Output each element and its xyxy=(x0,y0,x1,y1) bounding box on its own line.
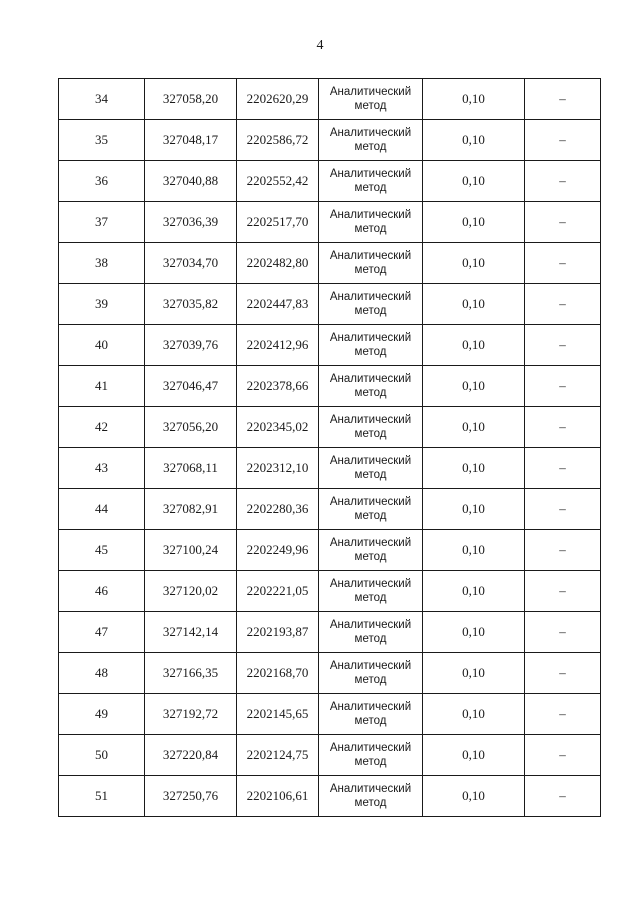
y-coordinate-cell: 2202378,66 xyxy=(237,366,319,407)
table-row xyxy=(59,653,601,694)
x-coordinate-cell: 327056,20 xyxy=(145,407,237,448)
method-cell xyxy=(319,407,423,448)
accuracy-cell: 0,10 xyxy=(423,571,525,612)
method-line-1: Аналитический xyxy=(329,578,412,590)
point-number-cell: 49 xyxy=(59,694,145,735)
y-coordinate-cell: 2202482,80 xyxy=(237,243,319,284)
x-coordinate-cell: 327046,47 xyxy=(145,366,237,407)
table-row xyxy=(59,407,601,448)
method-line-1: Аналитический xyxy=(329,414,412,426)
method-line-1: Аналитический xyxy=(329,619,412,631)
accuracy-cell: 0,10 xyxy=(423,448,525,489)
table-row xyxy=(59,776,601,817)
coordinates-table xyxy=(58,78,601,817)
point-number-cell: 36 xyxy=(59,161,145,202)
table-row xyxy=(59,284,601,325)
table-row xyxy=(59,735,601,776)
x-coordinate-cell: 327068,11 xyxy=(145,448,237,489)
x-coordinate-cell: 327082,91 xyxy=(145,489,237,530)
y-coordinate-cell: 2202345,02 xyxy=(237,407,319,448)
point-number-cell: 35 xyxy=(59,120,145,161)
method-cell xyxy=(319,448,423,489)
x-coordinate-cell: 327039,76 xyxy=(145,325,237,366)
method-line-2: метод xyxy=(354,797,387,809)
accuracy-cell: 0,10 xyxy=(423,284,525,325)
method-cell xyxy=(319,120,423,161)
table-row xyxy=(59,530,601,571)
method-line-2: метод xyxy=(354,182,387,194)
y-coordinate-cell: 2202447,83 xyxy=(237,284,319,325)
method-line-1: Аналитический xyxy=(329,660,412,672)
point-number-cell: 48 xyxy=(59,653,145,694)
note-cell: – xyxy=(525,325,601,366)
method-line-1: Аналитический xyxy=(329,496,412,508)
note-cell: – xyxy=(525,530,601,571)
method-line-2: метод xyxy=(354,223,387,235)
method-line-2: метод xyxy=(354,428,387,440)
x-coordinate-cell: 327142,14 xyxy=(145,612,237,653)
note-cell: – xyxy=(525,489,601,530)
method-line-2: метод xyxy=(354,264,387,276)
y-coordinate-cell: 2202124,75 xyxy=(237,735,319,776)
note-cell: – xyxy=(525,571,601,612)
point-number-cell: 44 xyxy=(59,489,145,530)
table-row xyxy=(59,120,601,161)
method-cell xyxy=(319,366,423,407)
point-number-cell: 45 xyxy=(59,530,145,571)
x-coordinate-cell: 327220,84 xyxy=(145,735,237,776)
note-cell: – xyxy=(525,653,601,694)
x-coordinate-cell: 327048,17 xyxy=(145,120,237,161)
accuracy-cell: 0,10 xyxy=(423,120,525,161)
method-line-2: метод xyxy=(354,674,387,686)
y-coordinate-cell: 2202620,29 xyxy=(237,79,319,120)
method-cell xyxy=(319,79,423,120)
point-number-cell: 37 xyxy=(59,202,145,243)
accuracy-cell: 0,10 xyxy=(423,243,525,284)
note-cell: – xyxy=(525,366,601,407)
method-line-1: Аналитический xyxy=(329,783,412,795)
x-coordinate-cell: 327192,72 xyxy=(145,694,237,735)
y-coordinate-cell: 2202552,42 xyxy=(237,161,319,202)
table-body xyxy=(59,79,601,817)
point-number-cell: 43 xyxy=(59,448,145,489)
accuracy-cell: 0,10 xyxy=(423,735,525,776)
point-number-cell: 39 xyxy=(59,284,145,325)
accuracy-cell: 0,10 xyxy=(423,202,525,243)
note-cell: – xyxy=(525,407,601,448)
method-line-2: метод xyxy=(354,305,387,317)
table-row xyxy=(59,571,601,612)
x-coordinate-cell: 327035,82 xyxy=(145,284,237,325)
x-coordinate-cell: 327034,70 xyxy=(145,243,237,284)
accuracy-cell: 0,10 xyxy=(423,489,525,530)
method-line-2: метод xyxy=(354,510,387,522)
method-line-1: Аналитический xyxy=(329,209,412,221)
method-line-2: метод xyxy=(354,551,387,563)
y-coordinate-cell: 2202221,05 xyxy=(237,571,319,612)
table-row xyxy=(59,366,601,407)
method-cell xyxy=(319,776,423,817)
y-coordinate-cell: 2202412,96 xyxy=(237,325,319,366)
method-line-2: метод xyxy=(354,756,387,768)
point-number-cell: 50 xyxy=(59,735,145,776)
accuracy-cell: 0,10 xyxy=(423,366,525,407)
note-cell: – xyxy=(525,448,601,489)
x-coordinate-cell: 327040,88 xyxy=(145,161,237,202)
method-cell xyxy=(319,489,423,530)
method-line-1: Аналитический xyxy=(329,291,412,303)
page-number: 4 xyxy=(316,38,324,53)
x-coordinate-cell: 327036,39 xyxy=(145,202,237,243)
point-number-cell: 46 xyxy=(59,571,145,612)
method-line-1: Аналитический xyxy=(329,168,412,180)
accuracy-cell: 0,10 xyxy=(423,694,525,735)
method-cell xyxy=(319,243,423,284)
table-row xyxy=(59,243,601,284)
point-number-cell: 41 xyxy=(59,366,145,407)
method-line-1: Аналитический xyxy=(329,127,412,139)
table-row xyxy=(59,202,601,243)
method-line-1: Аналитический xyxy=(329,86,412,98)
accuracy-cell: 0,10 xyxy=(423,325,525,366)
note-cell: – xyxy=(525,120,601,161)
table-row xyxy=(59,489,601,530)
method-cell xyxy=(319,284,423,325)
x-coordinate-cell: 327166,35 xyxy=(145,653,237,694)
point-number-cell: 40 xyxy=(59,325,145,366)
table-row xyxy=(59,448,601,489)
table-row xyxy=(59,612,601,653)
point-number-cell: 34 xyxy=(59,79,145,120)
method-cell xyxy=(319,161,423,202)
x-coordinate-cell: 327250,76 xyxy=(145,776,237,817)
note-cell: – xyxy=(525,612,601,653)
table-row xyxy=(59,161,601,202)
table-row xyxy=(59,694,601,735)
accuracy-cell: 0,10 xyxy=(423,530,525,571)
method-line-2: метод xyxy=(354,469,387,481)
accuracy-cell: 0,10 xyxy=(423,612,525,653)
y-coordinate-cell: 2202586,72 xyxy=(237,120,319,161)
note-cell: – xyxy=(525,79,601,120)
y-coordinate-cell: 2202168,70 xyxy=(237,653,319,694)
y-coordinate-cell: 2202193,87 xyxy=(237,612,319,653)
note-cell: – xyxy=(525,243,601,284)
note-cell: – xyxy=(525,694,601,735)
y-coordinate-cell: 2202312,10 xyxy=(237,448,319,489)
y-coordinate-cell: 2202145,65 xyxy=(237,694,319,735)
method-cell xyxy=(319,530,423,571)
y-coordinate-cell: 2202106,61 xyxy=(237,776,319,817)
method-line-2: метод xyxy=(354,387,387,399)
method-cell xyxy=(319,612,423,653)
method-line-2: метод xyxy=(354,592,387,604)
note-cell: – xyxy=(525,735,601,776)
method-cell xyxy=(319,325,423,366)
x-coordinate-cell: 327100,24 xyxy=(145,530,237,571)
method-cell xyxy=(319,202,423,243)
x-coordinate-cell: 327120,02 xyxy=(145,571,237,612)
method-line-1: Аналитический xyxy=(329,455,412,467)
method-line-2: метод xyxy=(354,141,387,153)
method-line-1: Аналитический xyxy=(329,742,412,754)
accuracy-cell: 0,10 xyxy=(423,776,525,817)
method-line-1: Аналитический xyxy=(329,537,412,549)
table-row xyxy=(59,325,601,366)
y-coordinate-cell: 2202517,70 xyxy=(237,202,319,243)
note-cell: – xyxy=(525,161,601,202)
accuracy-cell: 0,10 xyxy=(423,79,525,120)
method-cell xyxy=(319,735,423,776)
method-line-2: метод xyxy=(354,715,387,727)
accuracy-cell: 0,10 xyxy=(423,407,525,448)
table-row xyxy=(59,79,601,120)
method-line-1: Аналитический xyxy=(329,250,412,262)
point-number-cell: 42 xyxy=(59,407,145,448)
note-cell: – xyxy=(525,284,601,325)
note-cell: – xyxy=(525,776,601,817)
method-line-1: Аналитический xyxy=(329,332,412,344)
accuracy-cell: 0,10 xyxy=(423,653,525,694)
method-cell xyxy=(319,653,423,694)
point-number-cell: 51 xyxy=(59,776,145,817)
method-cell xyxy=(319,694,423,735)
method-line-2: метод xyxy=(354,346,387,358)
method-line-2: метод xyxy=(354,633,387,645)
note-cell: – xyxy=(525,202,601,243)
accuracy-cell: 0,10 xyxy=(423,161,525,202)
point-number-cell: 47 xyxy=(59,612,145,653)
x-coordinate-cell: 327058,20 xyxy=(145,79,237,120)
method-cell xyxy=(319,571,423,612)
y-coordinate-cell: 2202280,36 xyxy=(237,489,319,530)
method-line-1: Аналитический xyxy=(329,373,412,385)
point-number-cell: 38 xyxy=(59,243,145,284)
method-line-2: метод xyxy=(354,100,387,112)
y-coordinate-cell: 2202249,96 xyxy=(237,530,319,571)
method-line-1: Аналитический xyxy=(329,701,412,713)
